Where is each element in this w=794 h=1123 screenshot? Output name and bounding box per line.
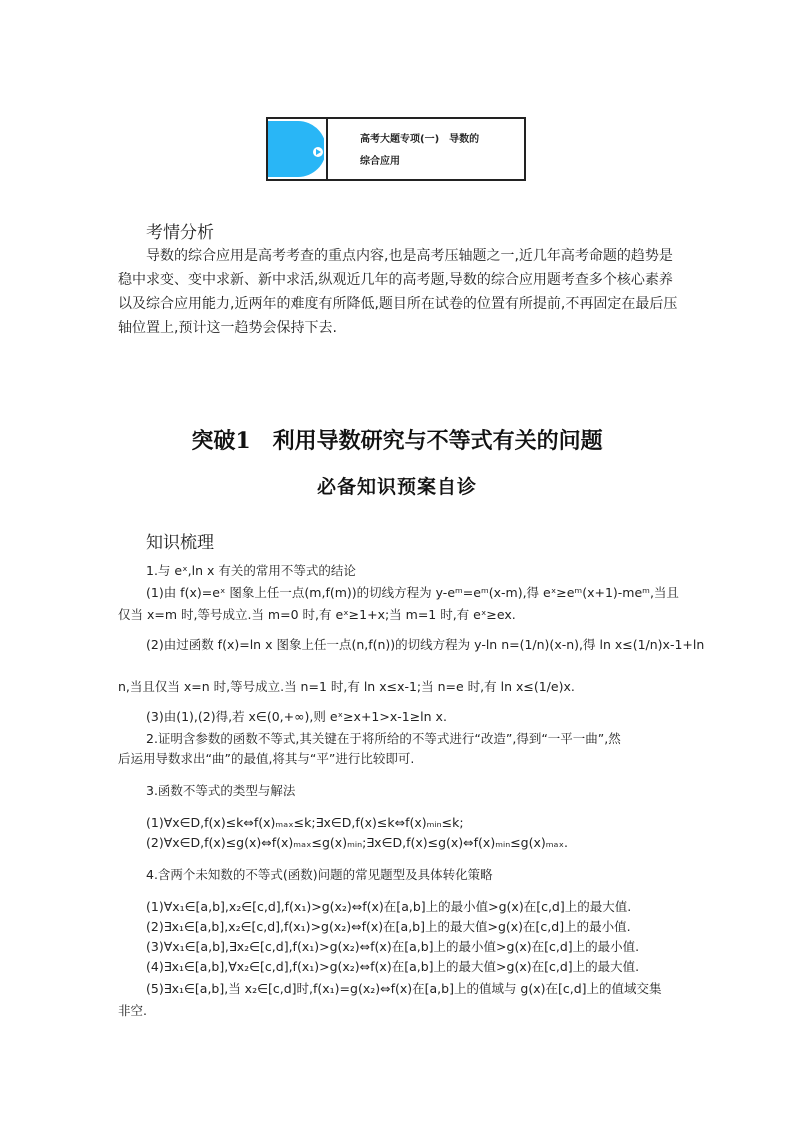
topic-header-box bbox=[266, 117, 526, 181]
item1-1-line-a: (1)由 f(x)=eˣ 图象上任一点(m,f(m))的切线方程为 y-eᵐ=eᵐ(x-m),得 eˣ≥eᵐ(x+1)-meᵐ,当且 bbox=[146, 585, 679, 600]
header-line-2: 综合应用 bbox=[360, 156, 400, 167]
play-logo-icon bbox=[268, 119, 328, 179]
analysis-text: 导数的综合应用是高考考查的重点内容,也是高考压轴题之一,近几年高考命题的趋势是稳中求变、变中求新、新中求活,纵观近几年的高考题,导数的综合应用题考查多个核心素养以及综合应用能力,近两年的难度有所降低,题目所在试卷的位置有所提前,不再固定在最后压轴位置上,预计这一趋势会保持下去. bbox=[118, 248, 678, 336]
analysis-title: 考情分析 bbox=[146, 223, 214, 243]
item3-1: (1)∀x∈D,f(x)≤k⇔f(x)ₘₐₓ≤k;∃x∈D,f(x)≤k⇔f(x)ₘᵢₙ≤k; bbox=[146, 815, 464, 830]
item1-3: (3)由(1),(2)得,若 x∈(0,+∞),则 eˣ≥x+1>x-1≥ln x. bbox=[146, 709, 447, 724]
chapter-title: 突破1 利用导数研究与不等式有关的问题 bbox=[191, 428, 603, 454]
item4-4: (4)∃x₁∈[a,b],∀x₂∈[c,d],f(x₁)>g(x₂)⇔f(x)在[a,b]上的最大值>g(x)在[c,d]上的最大值. bbox=[146, 959, 640, 974]
item4-heading: 4.含两个未知数的不等式(函数)问题的常见题型及具体转化策略 bbox=[146, 867, 493, 882]
chapter-subtitle: 必备知识预案自诊 bbox=[316, 476, 477, 498]
item4-5-line-a: (5)∃x₁∈[a,b],当 x₂∈[c,d]时,f(x₁)=g(x₂)⇔f(x)在[a,b]上的值域与 g(x)在[c,d]上的值域交集 bbox=[146, 981, 662, 996]
item2-line-b: 后运用导数求出“曲”的最值,将其与“平”进行比较即可. bbox=[118, 751, 415, 766]
item1-2-line-a: (2)由过函数 f(x)=ln x 图象上任一点(n,f(n))的切线方程为 y-ln n=(1/n)(x-n),得 ln x≤(1/n)x-1+ln bbox=[146, 637, 705, 652]
item1-1-line-b: 仅当 x=m 时,等号成立.当 m=0 时,有 eˣ≥1+x;当 m=1 时,有 eˣ≥ex. bbox=[118, 607, 516, 622]
item4-2: (2)∃x₁∈[a,b],x₂∈[c,d],f(x₁)>g(x₂)⇔f(x)在[a,b]上的最大值>g(x)在[c,d]上的最小值. bbox=[146, 919, 631, 934]
item4-1: (1)∀x₁∈[a,b],x₂∈[c,d],f(x₁)>g(x₂)⇔f(x)在[a,b]上的最小值>g(x)在[c,d]上的最大值. bbox=[146, 899, 632, 914]
item1-2-line-b: n,当且仅当 x=n 时,等号成立.当 n=1 时,有 ln x≤x-1;当 n=e 时,有 ln x≤(1/e)x. bbox=[118, 679, 575, 694]
item2-line-a: 2.证明含参数的函数不等式,其关键在于将所给的不等式进行“改造”,得到“一平一曲”,然 bbox=[146, 731, 621, 746]
item4-5-line-b: 非空. bbox=[118, 1003, 147, 1018]
header-line-1: 高考大题专项(一) 导数的 bbox=[360, 134, 480, 145]
header-title bbox=[328, 119, 524, 179]
item1-heading: 1.与 eˣ,ln x 有关的常用不等式的结论 bbox=[146, 563, 356, 578]
item3-heading: 3.函数不等式的类型与解法 bbox=[146, 783, 296, 798]
knowledge-title: 知识梳理 bbox=[146, 533, 214, 553]
item3-2: (2)∀x∈D,f(x)≤g(x)⇔f(x)ₘₐₓ≤g(x)ₘᵢₙ;∃x∈D,f(x)≤g(x)⇔f(x)ₘᵢₙ≤g(x)ₘₐₓ. bbox=[146, 835, 568, 850]
item4-3: (3)∀x₁∈[a,b],∃x₂∈[c,d],f(x₁)>g(x₂)⇔f(x)在[a,b]上的最小值>g(x)在[c,d]上的最小值. bbox=[146, 939, 640, 954]
